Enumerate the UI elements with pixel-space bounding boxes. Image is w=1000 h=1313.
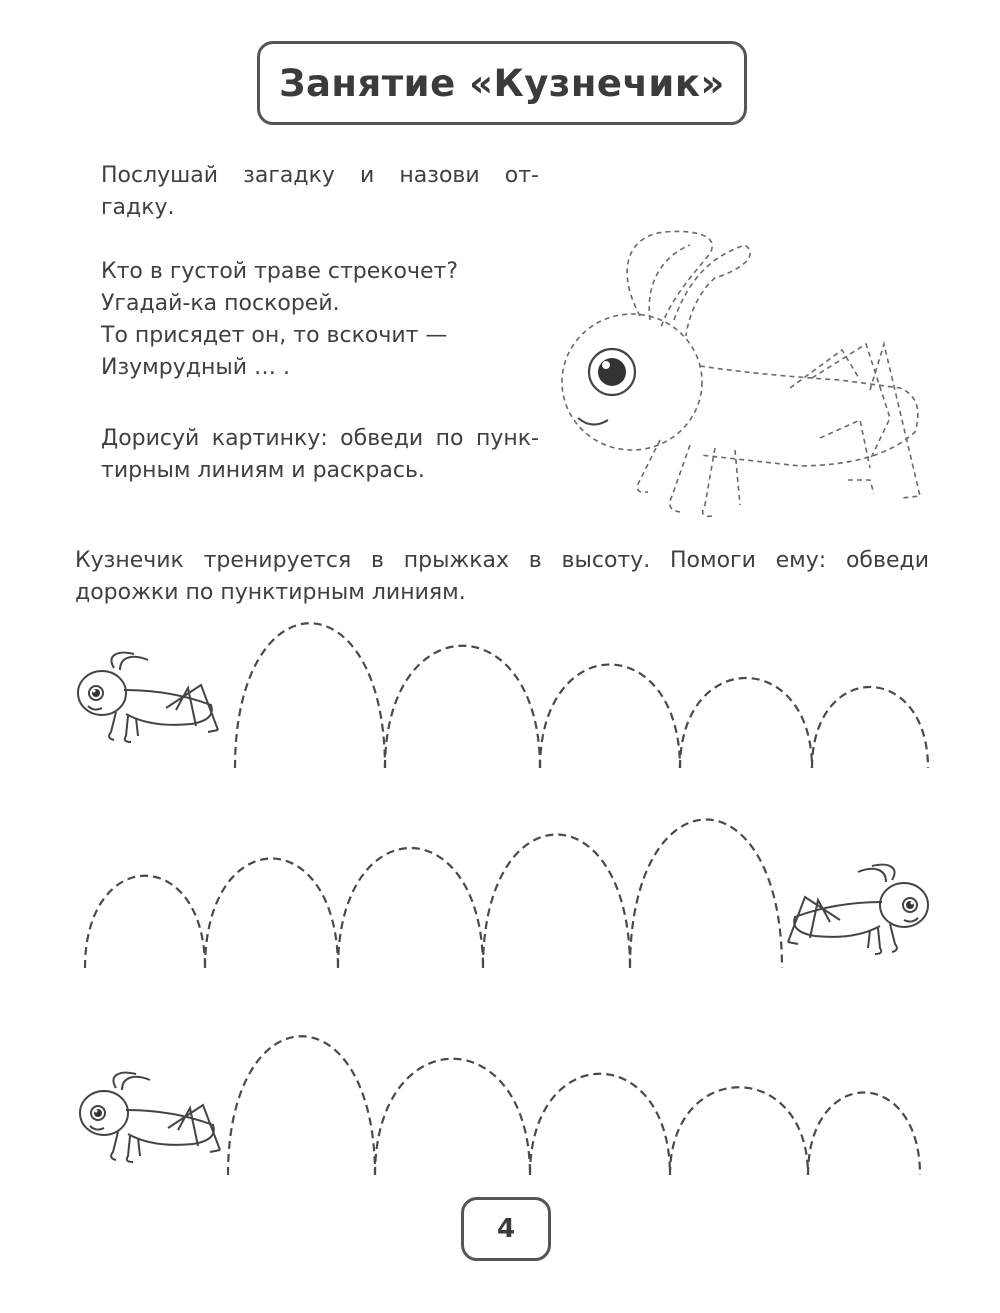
riddle-poem-line: То присядет он, то вскочит —: [101, 323, 448, 348]
grasshopper-icon: [80, 1073, 220, 1162]
riddle-poem-line: Изумрудный … .: [101, 355, 290, 380]
page-title: Занятие «Кузнечик»: [279, 61, 725, 105]
jump-path-row-2[interactable]: [85, 820, 782, 969]
riddle-intro-line-1: Послушай загадку и назови от-: [101, 163, 539, 188]
grasshopper-icon: [78, 653, 218, 742]
riddle-intro-line-2: гадку.: [101, 195, 175, 220]
riddle-poem-line: Кто в густой траве стрекочет?: [101, 259, 459, 284]
grasshopper-icon-mirrored: [788, 865, 928, 954]
page-number-box: [461, 1197, 551, 1261]
riddle-poem-line: Угадай-ка поскорей.: [101, 291, 340, 316]
draw-task-line-2: тирным линиям и раскрась.: [101, 458, 425, 483]
big-grasshopper-trace: [562, 231, 920, 516]
jump-task-line-2: дорожки по пунктирным линиям.: [75, 580, 466, 605]
jump-path-row-3[interactable]: [228, 1036, 920, 1175]
page-number: 4: [496, 1214, 516, 1244]
draw-task-line-1: Дорисуй картинку: обведи по пунк-: [101, 426, 539, 451]
jump-task-line-1: Кузнечик тренируется в прыжках в высоту. Помоги ему: обведи: [75, 548, 929, 573]
jump-path-row-1[interactable]: [235, 623, 928, 768]
